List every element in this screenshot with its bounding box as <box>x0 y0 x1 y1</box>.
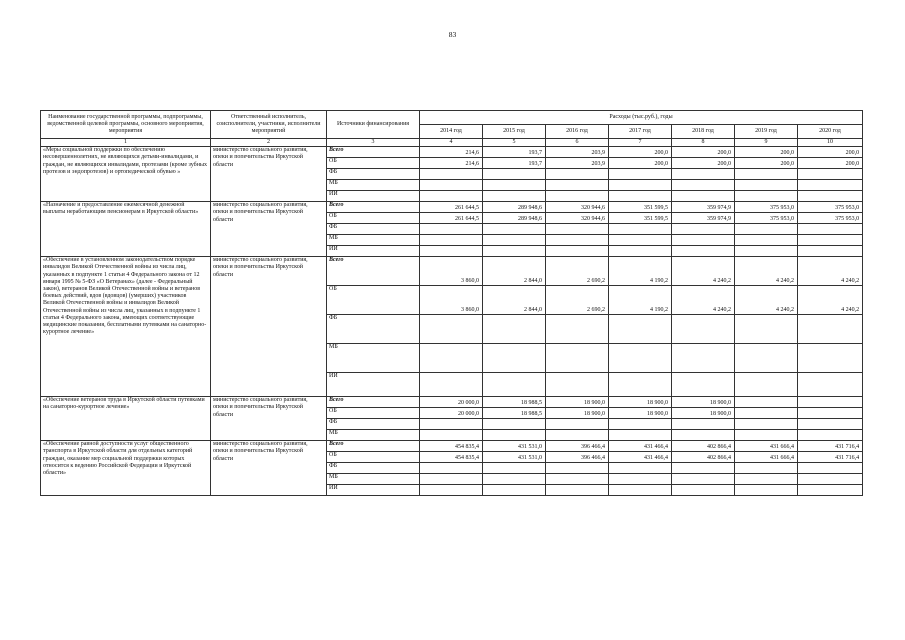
expense-value <box>798 408 863 419</box>
expense-value: 20 000,0 <box>420 397 483 408</box>
measure-name: «Обеспечение ветеранов труда в Иркутской области путевками на санаторно-курортное лечение» <box>41 397 211 441</box>
expense-value: 193,7 <box>483 147 546 158</box>
expense-value <box>798 373 863 397</box>
funding-source-total: Всего <box>327 441 420 452</box>
expense-value <box>483 373 546 397</box>
header-year: 2014 год <box>420 125 483 139</box>
column-index: 6 <box>546 139 609 147</box>
expense-value: 431 666,4 <box>735 452 798 463</box>
measure-name: «Назначение и предоставление ежемесячной денежной выплаты неработающим пенсионерам в Иркутской области» <box>41 202 211 257</box>
expense-value: 359 974,9 <box>672 202 735 213</box>
measure-executor: министерство социального развития, опеки и попечительства Иркутской области <box>211 441 327 496</box>
column-index: 1 <box>41 139 211 147</box>
header-year: 2020 год <box>798 125 863 139</box>
expense-value <box>420 235 483 246</box>
expense-value <box>672 373 735 397</box>
expense-value <box>672 474 735 485</box>
expense-value <box>735 246 798 257</box>
measure-name: «Меры социальной поддержки по обеспечению несовершеннолетних, не являющихся детьми-инвалидами, и граждан, не являющихся инвалидами, протезами (кроме зубных протезов и эндопротезов) и ортопедической обувью » <box>41 147 211 202</box>
expense-value <box>798 315 863 344</box>
expense-value <box>735 224 798 235</box>
expense-value: 431 666,4 <box>735 441 798 452</box>
expense-value <box>546 419 609 430</box>
expense-value <box>420 373 483 397</box>
expense-value: 200,0 <box>672 147 735 158</box>
expense-value: 200,0 <box>735 158 798 169</box>
expense-value <box>483 430 546 441</box>
expense-value <box>798 463 863 474</box>
expense-value: 375 953,0 <box>798 202 863 213</box>
funding-source-ii: ИИ <box>327 373 420 397</box>
header-funding-source: Источники финансирования <box>327 111 420 139</box>
expense-value <box>483 344 546 373</box>
column-index: 2 <box>211 139 327 147</box>
expense-value <box>546 474 609 485</box>
expense-value <box>735 485 798 496</box>
funding-source-ob: ОБ <box>327 286 420 315</box>
funding-source-fb: ФБ <box>327 463 420 474</box>
expense-value <box>798 397 863 408</box>
funding-source-ob: ОБ <box>327 213 420 224</box>
expense-value <box>609 430 672 441</box>
expense-value: 200,0 <box>798 158 863 169</box>
expense-value: 4 190,2 <box>609 286 672 315</box>
expense-value <box>735 408 798 419</box>
header-executor: Ответственный исполнитель, соисполнители, участники, исполнители мероприятий <box>211 111 327 139</box>
expense-value <box>420 344 483 373</box>
expense-value <box>798 344 863 373</box>
expense-value <box>735 474 798 485</box>
expense-value: 193,7 <box>483 158 546 169</box>
expense-value: 18 988,5 <box>483 397 546 408</box>
expense-value: 200,0 <box>735 147 798 158</box>
measure-executor: министерство социального развития, опеки и попечительства Иркутской области <box>211 202 327 257</box>
expense-value <box>609 235 672 246</box>
expense-value: 4 240,2 <box>798 286 863 315</box>
funding-source-ob: ОБ <box>327 452 420 463</box>
column-index: 7 <box>609 139 672 147</box>
expense-value: 18 900,0 <box>546 408 609 419</box>
funding-source-total: Всего <box>327 202 420 213</box>
funding-source-ii: ИИ <box>327 191 420 202</box>
header-year: 2017 год <box>609 125 672 139</box>
expense-value <box>546 463 609 474</box>
measure-executor: министерство социального развития, опеки и попечительства Иркутской области <box>211 397 327 441</box>
funding-source-mb: МБ <box>327 235 420 246</box>
expense-value <box>546 169 609 180</box>
funding-source-fb: ФБ <box>327 169 420 180</box>
expense-value: 200,0 <box>798 147 863 158</box>
expense-value <box>798 191 863 202</box>
expense-value <box>420 474 483 485</box>
expenses-table <box>40 110 863 496</box>
expense-value <box>672 463 735 474</box>
expense-value: 431 466,4 <box>609 452 672 463</box>
measure-executor: министерство социального развития, опеки и попечительства Иркутской области <box>211 257 327 397</box>
expense-value <box>672 344 735 373</box>
column-index: 8 <box>672 139 735 147</box>
funding-source-total: Всего <box>327 397 420 408</box>
expense-value <box>483 191 546 202</box>
table-row <box>41 441 863 452</box>
expense-value: 4 240,2 <box>798 257 863 286</box>
funding-source-total: Всего <box>327 257 420 286</box>
expense-value <box>609 485 672 496</box>
expense-value <box>672 180 735 191</box>
measure-name: «Обеспечение в установленном законодательством порядке инвалидов Великой Отечественной войны из числа лиц, указанных в подпункте 1 статьи 4 Федерального закона от 12 января 1995 № 5-ФЗ «О Ветеранах» (далее - Федеральный закон), ветеранов Великой Отечественной войны и ветеранов боевых действий, вдов (вдовцов) (умерших) участников Великой Отечественной войны и инвалидов Великой Отечественной войны из числа лиц, указанных в подпункте 1 статьи 4 Федерального закона, имеющих соответствующие медицинские показания, бесплатными путевками на санаторно-курортное лечение» <box>41 257 211 397</box>
table-row <box>41 202 863 213</box>
expense-value: 320 944,6 <box>546 202 609 213</box>
expense-value <box>420 224 483 235</box>
expense-value <box>735 315 798 344</box>
expense-value: 2 690,2 <box>546 286 609 315</box>
expense-value: 351 599,5 <box>609 213 672 224</box>
expense-value: 261 644,5 <box>420 202 483 213</box>
expense-value: 18 900,0 <box>546 397 609 408</box>
funding-source-ii: ИИ <box>327 246 420 257</box>
funding-source-mb: МБ <box>327 474 420 485</box>
expense-value <box>609 246 672 257</box>
expense-value: 4 190,2 <box>609 257 672 286</box>
expense-value: 431 531,0 <box>483 452 546 463</box>
expense-value <box>609 180 672 191</box>
expense-value <box>798 235 863 246</box>
expense-value <box>672 485 735 496</box>
expense-value <box>798 224 863 235</box>
expense-value <box>672 419 735 430</box>
expense-value: 375 953,0 <box>798 213 863 224</box>
expense-value <box>672 224 735 235</box>
expense-value: 18 988,5 <box>483 408 546 419</box>
expense-value <box>672 246 735 257</box>
page-number: 83 <box>448 30 457 39</box>
expense-value: 2 844,0 <box>483 286 546 315</box>
expense-value: 3 860,0 <box>420 257 483 286</box>
funding-source-fb: ФБ <box>327 419 420 430</box>
expense-value: 396 466,4 <box>546 441 609 452</box>
expense-value <box>609 224 672 235</box>
expense-value <box>798 180 863 191</box>
funding-source-fb: ФБ <box>327 315 420 344</box>
expense-value: 431 531,0 <box>483 441 546 452</box>
expense-value <box>483 246 546 257</box>
expense-value <box>420 191 483 202</box>
expense-value <box>735 430 798 441</box>
header-year: 2016 год <box>546 125 609 139</box>
expense-value <box>735 180 798 191</box>
funding-source-mb: МБ <box>327 344 420 373</box>
expense-value: 375 953,0 <box>735 213 798 224</box>
funding-source-total: Всего <box>327 147 420 158</box>
column-index: 3 <box>327 139 420 147</box>
expense-value: 402 866,4 <box>672 441 735 452</box>
expense-value: 289 948,6 <box>483 202 546 213</box>
expense-value <box>798 419 863 430</box>
expense-value: 454 835,4 <box>420 441 483 452</box>
expense-value <box>483 419 546 430</box>
expense-value: 261 644,5 <box>420 213 483 224</box>
expense-value: 402 866,4 <box>672 452 735 463</box>
expense-value: 289 948,6 <box>483 213 546 224</box>
funding-source-ob: ОБ <box>327 408 420 419</box>
expense-value <box>672 430 735 441</box>
expense-value <box>483 224 546 235</box>
header-year: 2018 год <box>672 125 735 139</box>
expense-value: 396 466,4 <box>546 452 609 463</box>
column-index: 4 <box>420 139 483 147</box>
expense-value <box>420 463 483 474</box>
table-row <box>41 397 863 408</box>
expense-value <box>798 474 863 485</box>
expense-value: 2 690,2 <box>546 257 609 286</box>
expense-value: 214,6 <box>420 158 483 169</box>
funding-source-ob: ОБ <box>327 158 420 169</box>
column-index: 5 <box>483 139 546 147</box>
expense-value <box>798 485 863 496</box>
funding-source-mb: МБ <box>327 180 420 191</box>
expense-value: 375 953,0 <box>735 202 798 213</box>
expense-value <box>546 191 609 202</box>
expense-value <box>735 191 798 202</box>
expense-value <box>735 397 798 408</box>
expense-value <box>420 315 483 344</box>
expense-value: 18 900,0 <box>609 397 672 408</box>
expense-value <box>798 169 863 180</box>
expense-value: 4 240,2 <box>735 286 798 315</box>
expense-value: 4 240,2 <box>735 257 798 286</box>
expense-value: 18 900,0 <box>609 408 672 419</box>
measure-name: «Обеспечение равной доступности услуг общественного транспорта в Иркутской области для отдельных категорий граждан, оказание мер социальной поддержки которых относится к ведению Российской Федерации и Иркутской области» <box>41 441 211 496</box>
expense-value <box>483 315 546 344</box>
table-row <box>41 147 863 158</box>
funding-source-ii: ИИ <box>327 485 420 496</box>
expense-value <box>672 169 735 180</box>
expense-value: 203,9 <box>546 158 609 169</box>
expense-value: 200,0 <box>672 158 735 169</box>
expense-value: 200,0 <box>609 147 672 158</box>
expense-value <box>609 373 672 397</box>
funding-source-mb: МБ <box>327 430 420 441</box>
expense-value: 2 844,0 <box>483 257 546 286</box>
funding-source-fb: ФБ <box>327 224 420 235</box>
expense-value: 4 240,2 <box>672 286 735 315</box>
expense-value <box>483 485 546 496</box>
expense-value: 200,0 <box>609 158 672 169</box>
expense-value <box>546 246 609 257</box>
expense-value <box>798 246 863 257</box>
expense-value <box>672 191 735 202</box>
expense-value <box>735 463 798 474</box>
expense-value <box>609 474 672 485</box>
expense-value: 454 835,4 <box>420 452 483 463</box>
expense-value <box>672 315 735 344</box>
expense-value: 320 944,6 <box>546 213 609 224</box>
column-index: 10 <box>798 139 863 147</box>
expense-value: 4 240,2 <box>672 257 735 286</box>
column-index: 9 <box>735 139 798 147</box>
expense-value <box>546 373 609 397</box>
expense-value <box>546 224 609 235</box>
expense-value <box>420 430 483 441</box>
expense-value: 18 900,0 <box>672 408 735 419</box>
expense-value <box>546 344 609 373</box>
expense-value: 431 716,4 <box>798 441 863 452</box>
expense-value <box>546 235 609 246</box>
expense-value <box>735 169 798 180</box>
expense-value <box>420 485 483 496</box>
expense-value <box>483 474 546 485</box>
expense-value <box>546 485 609 496</box>
table-row <box>41 257 863 286</box>
expense-value: 431 466,4 <box>609 441 672 452</box>
expense-value <box>735 235 798 246</box>
expense-value <box>420 180 483 191</box>
expense-value <box>609 463 672 474</box>
expense-value <box>609 419 672 430</box>
expense-value: 203,9 <box>546 147 609 158</box>
expense-value <box>609 169 672 180</box>
header-expenses: Расходы (тыс.руб.), годы <box>420 111 863 125</box>
expense-value <box>672 235 735 246</box>
expense-value: 214,6 <box>420 147 483 158</box>
expense-value: 20 000,0 <box>420 408 483 419</box>
expense-value: 18 900,0 <box>672 397 735 408</box>
expense-value <box>483 169 546 180</box>
expense-value <box>735 419 798 430</box>
expense-value: 359 974,9 <box>672 213 735 224</box>
expense-value <box>483 463 546 474</box>
expense-value: 3 860,0 <box>420 286 483 315</box>
header-year: 2015 год <box>483 125 546 139</box>
expense-value <box>609 315 672 344</box>
expense-value <box>420 419 483 430</box>
expense-value <box>483 180 546 191</box>
expense-value <box>609 191 672 202</box>
expense-value <box>546 430 609 441</box>
expense-value <box>483 235 546 246</box>
expense-value <box>420 246 483 257</box>
expense-value <box>609 344 672 373</box>
expense-value: 351 599,5 <box>609 202 672 213</box>
measure-executor: министерство социального развития, опеки и попечительства Иркутской области <box>211 147 327 202</box>
expense-value <box>798 430 863 441</box>
expense-value <box>735 344 798 373</box>
expense-value <box>735 373 798 397</box>
header-program-name: Наименование государственной программы, подпрограммы, ведомственной целевой программы, основного мероприятия, мероприятия <box>41 111 211 139</box>
expense-value: 431 716,4 <box>798 452 863 463</box>
expense-value <box>420 169 483 180</box>
expense-value <box>546 315 609 344</box>
header-year: 2019 год <box>735 125 798 139</box>
expense-value <box>546 180 609 191</box>
